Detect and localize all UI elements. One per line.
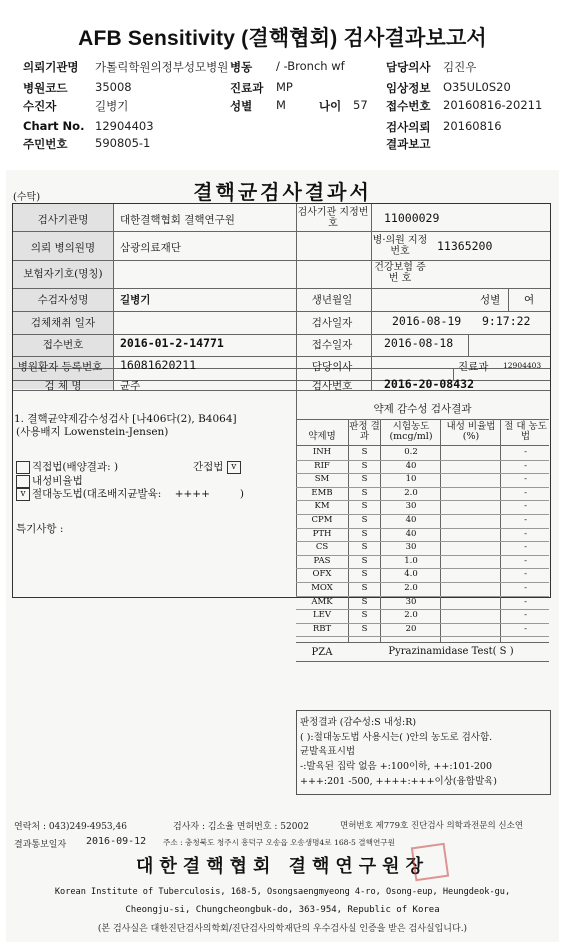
- header-value: MP: [276, 80, 293, 94]
- document-title: 결핵균검사결과서: [193, 180, 372, 204]
- recv-no-value: 2016-01-2-14771: [120, 336, 224, 350]
- patient-name-label: 수검자성명: [37, 294, 89, 306]
- pza-label: PZA: [311, 647, 333, 658]
- header-label: 나이: [319, 99, 342, 113]
- judge-result: S: [361, 460, 368, 471]
- header-label: 결과보고: [386, 137, 431, 151]
- judge-result: S: [361, 610, 368, 621]
- col-judge-header: 판정 결과: [349, 421, 380, 442]
- test-date-label: 검사일자: [311, 317, 353, 329]
- drug-name: EMB: [311, 487, 333, 498]
- certification-notice: (본 검사실은 대한진단검사의학회/진단검사의학재단의 우수검사실 인증을 받은 검사실입니다.): [97, 924, 468, 934]
- drug-name: KM: [314, 501, 330, 512]
- inst-code-value: 11000029: [384, 211, 440, 225]
- direct-method-checkbox: [16, 461, 30, 474]
- hosp-code-label: 병·의원 지정번호: [372, 235, 428, 257]
- hospital-reg-label: 병원환자 등록번호: [17, 361, 103, 373]
- license-info: 면허번호 제779호 진단검사 의학과전문의 신소연: [340, 821, 524, 831]
- report-date-label: 결과통보일자: [14, 840, 67, 850]
- judgement-line: 균발육표시법: [300, 746, 356, 757]
- judgement-line: +++:201 -500, ++++:+++이상(융합발육): [300, 776, 498, 787]
- resistance-ratio-label: 내성비율법: [32, 475, 83, 487]
- institute-name: 대한결핵협회 결핵연구원장: [136, 856, 429, 877]
- header-label: 진료과: [230, 81, 264, 95]
- header-value: 길병기: [95, 99, 129, 113]
- judge-result: S: [361, 583, 368, 593]
- header-value: 590805-1: [95, 136, 151, 150]
- inst-code-label: 검사기관 지정번호: [297, 207, 369, 229]
- contact-info: 연락처 : 043)249-4953,46: [14, 822, 127, 832]
- col-conc-header: 시험농도 (mcg/ml): [389, 421, 433, 442]
- judgement-line: ( ):절대농도법 사용시는( )안의 농도로 검사함.: [300, 732, 493, 743]
- col-abs-header: 절 대 농도법: [504, 421, 547, 442]
- absolute-result: -: [524, 528, 527, 539]
- test-concentration: 2.0: [404, 583, 418, 593]
- absolute-result: -: [524, 596, 527, 607]
- col-drug-header: 약제명: [308, 431, 336, 442]
- absolute-result: -: [524, 623, 527, 634]
- dob-label: 생년월일: [311, 294, 353, 306]
- header-label: 접수번호: [386, 99, 431, 113]
- header-label: 담당의사: [386, 60, 431, 74]
- drug-name: CS: [315, 542, 329, 553]
- header-label: 주민번호: [23, 137, 68, 151]
- test-concentration: 20: [405, 623, 417, 634]
- test-concentration: 40: [405, 515, 417, 525]
- test-concentration: 30: [405, 501, 417, 512]
- header-value: / -Bronch wf: [276, 59, 345, 73]
- test-concentration: 1.0: [404, 555, 418, 566]
- absolute-result: -: [524, 487, 527, 498]
- examiner-info: 검사자 : 김소율 면허번호 : 52002: [173, 822, 309, 832]
- header-value: 김진우: [443, 60, 477, 74]
- result-table-title: 약제 감수성 검사결과: [373, 403, 472, 415]
- indirect-method-label: 간접법: [193, 461, 224, 473]
- judge-result: S: [361, 447, 368, 457]
- header-value: O35UL0S20: [443, 80, 511, 94]
- result-table-header: [296, 396, 549, 420]
- judge-result: S: [361, 542, 368, 553]
- absolute-conc-label: 절대농도법(대조배지균발육: ++++ ): [32, 488, 245, 500]
- test-concentration: 30: [405, 542, 417, 553]
- drug-name: PAS: [313, 555, 331, 566]
- absolute-result: -: [524, 474, 527, 485]
- test-concentration: 0.2: [404, 447, 418, 457]
- doctor-label: 담당의사: [311, 361, 353, 373]
- test-date-value: 2016-08-19 9:17:22: [392, 314, 531, 328]
- col-ratio-header: 내성 비율법(%): [446, 421, 496, 442]
- report-date-value: 2016-09-12: [86, 836, 147, 847]
- consignment-mark: (수탁): [13, 192, 41, 203]
- drug-name: RIF: [314, 460, 330, 471]
- drug-name: PTH: [312, 528, 332, 539]
- inst-label: 검사기관명: [37, 214, 89, 226]
- drug-name: AMK: [311, 596, 333, 607]
- judge-result: S: [361, 501, 368, 512]
- absolute-result: -: [524, 447, 527, 457]
- address-info: 주소 : 충청북도 청주시 흥덕구 오송읍 오송생명4로 168-5 결핵연구원: [163, 838, 395, 847]
- hosp-code-value: 11365200: [437, 239, 493, 253]
- collect-date-label: 검체채취 일자: [30, 317, 96, 329]
- drug-name: RBT: [312, 623, 332, 634]
- header-value: 20160816-20211: [443, 98, 543, 112]
- test-concentration: 40: [405, 460, 417, 471]
- sex-label: 성별: [480, 294, 501, 306]
- test-no-label: 검사번호: [311, 380, 353, 392]
- hosp-value: 삼광의료재단: [120, 242, 181, 254]
- header-label: 수진자: [23, 99, 57, 113]
- header-label: 병동: [230, 60, 253, 74]
- absolute-result: -: [524, 555, 527, 566]
- drug-name: INH: [312, 447, 332, 457]
- judge-result: S: [361, 515, 368, 525]
- judgement-line: 판정결과 (감수성:S 내성:R): [300, 717, 417, 728]
- insurance-no-label: 건강보험 증 번 호: [374, 262, 426, 284]
- hosp-label: 의뢰 병의원명: [30, 242, 96, 254]
- inst-value: 대한결핵협회 결핵연구원: [120, 214, 235, 226]
- hospital-reg-value: 16081620211: [120, 358, 197, 372]
- drug-name: MOX: [311, 583, 333, 593]
- special-notes-label: 특기사항 :: [16, 523, 64, 535]
- drug-name: OFX: [312, 569, 332, 580]
- header-value: 35008: [95, 80, 132, 94]
- test-concentration: 10: [405, 474, 417, 485]
- judge-result: S: [361, 596, 368, 607]
- recv-no-label: 접수번호: [42, 339, 84, 351]
- header-label: 검사의뢰: [386, 120, 431, 134]
- test-concentration: 40: [405, 528, 417, 539]
- test-concentration: 30: [405, 596, 417, 607]
- patient-name-value: 길병기: [120, 294, 151, 306]
- english-address: Cheongju-si, Chungcheongbuk-do, 363-954, Republic of Korea: [125, 905, 440, 915]
- test-no-value: 2016-20-08432: [384, 377, 475, 391]
- judge-result: S: [361, 487, 368, 498]
- recv-date-value: 2016-08-18: [384, 336, 454, 350]
- header-label: 병원코드: [23, 81, 68, 95]
- drug-name: SM: [314, 474, 330, 485]
- header-label: 성별: [230, 99, 253, 113]
- absolute-conc-checkbox: v: [16, 488, 30, 501]
- indirect-method-checkbox: v: [227, 461, 241, 474]
- judge-result: S: [361, 528, 368, 539]
- drug-name: LEV: [313, 610, 331, 621]
- medium-line: (사용배지 Lowenstein-Jensen): [16, 426, 169, 438]
- judge-result: S: [361, 623, 368, 634]
- test-concentration: 2.0: [404, 610, 418, 621]
- header-label: 임상정보: [386, 81, 431, 95]
- direct-method-label: 직접법(배양결과: ): [32, 461, 119, 473]
- header-value: 가톨릭학원의정부성모병원: [95, 60, 229, 74]
- absolute-result: -: [524, 610, 527, 621]
- dept-value: 12904403: [503, 361, 542, 370]
- drug-name: CPM: [311, 515, 333, 525]
- pza-value: Pyrazinamidase Test( S ): [388, 646, 514, 657]
- dept-label: 진료과: [458, 361, 489, 373]
- recv-date-label: 접수일자: [311, 339, 353, 351]
- english-address: Korean Institute of Tuberculosis, 168-5, Osongsaengmyeong 4-ro, Osong-eup, Heungdeok-gu,: [54, 887, 511, 897]
- specimen-value: 균주: [120, 380, 141, 392]
- sex-value: 여: [524, 294, 535, 306]
- test-concentration: 4.0: [404, 569, 418, 580]
- judge-result: S: [361, 555, 368, 566]
- test-concentration: 2.0: [404, 487, 418, 498]
- absolute-result: -: [524, 460, 527, 471]
- judge-result: S: [361, 569, 368, 580]
- report-title: AFB Sensitivity (결핵협회) 검사결과보고서: [78, 27, 487, 50]
- header-value: 12904403: [95, 119, 154, 133]
- specimen-label: 검 체 명: [44, 380, 82, 392]
- official-seal: [411, 843, 449, 881]
- header-value: M: [276, 98, 286, 112]
- test-method-line: 1. 결핵균약제감수성검사 [나406다(2), B4064]: [14, 413, 237, 425]
- header-value: 57: [353, 98, 368, 112]
- absolute-result: -: [524, 501, 527, 512]
- judge-result: S: [361, 474, 368, 485]
- absolute-result: -: [524, 542, 527, 553]
- header-label: 의뢰기관명: [23, 60, 79, 74]
- absolute-result: -: [524, 569, 527, 580]
- header-label: Chart No.: [23, 119, 85, 133]
- header-value: 20160816: [443, 119, 502, 133]
- sensitivity-table: [296, 420, 549, 662]
- insurer-label: 보험자기호(명칭): [23, 268, 103, 280]
- absolute-result: -: [524, 515, 527, 525]
- judgement-line: -:발육된 집락 없음 +:100이하, ++:101-200: [300, 761, 492, 772]
- absolute-result: -: [524, 583, 527, 593]
